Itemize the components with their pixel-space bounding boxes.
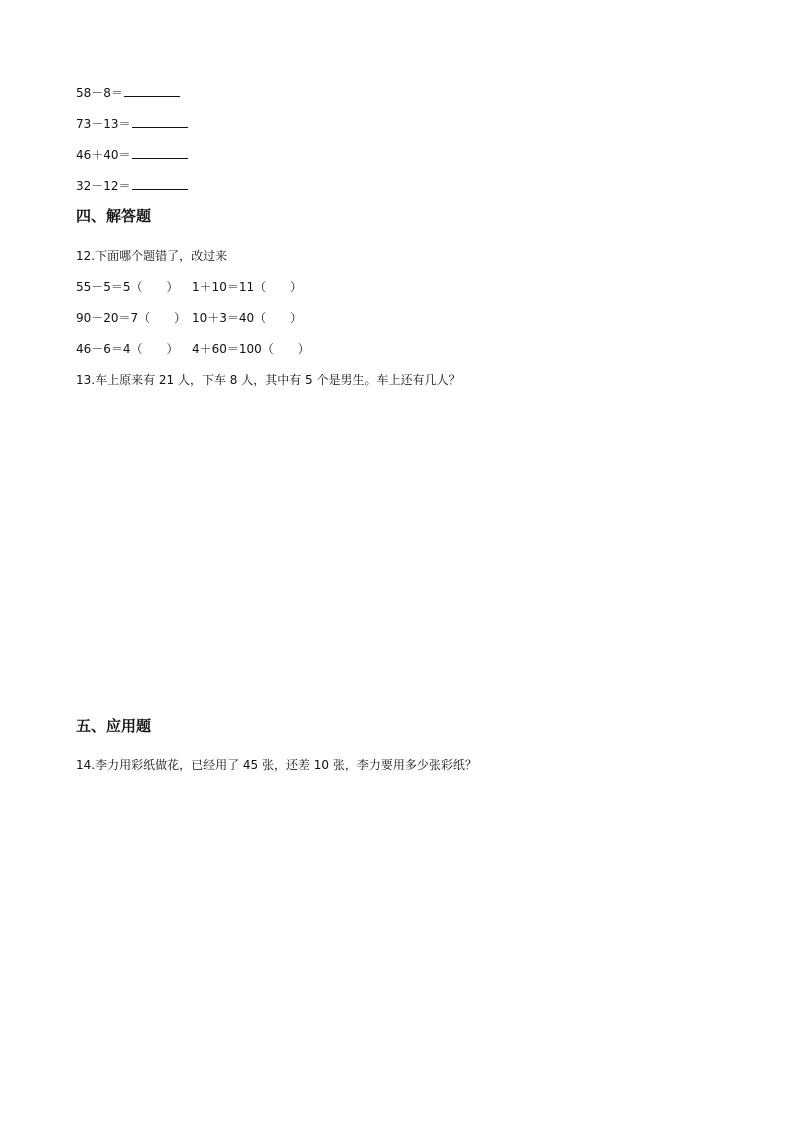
expression: 58－8＝ (76, 86, 123, 100)
question-12-prompt: 12.下面哪个题错了，改过来 (76, 249, 228, 263)
section-heading-4: 四、解答题 (76, 207, 152, 225)
question-13: 13.车上原来有 21 人，下车 8 人，其中有 5 个是男生。车上还有几人？ (76, 373, 461, 387)
answer-blank[interactable] (132, 115, 188, 128)
equation-right: 1＋10＝11（ ） (192, 280, 303, 294)
expression: 73－13＝ (76, 117, 131, 131)
fill-in-item-2 (76, 115, 188, 132)
answer-blank[interactable] (132, 146, 188, 159)
equation-left: 55－5＝5（ ） (76, 280, 179, 294)
equation-left: 90－20＝7（ ） (76, 311, 187, 325)
equation-right: 4＋60＝100（ ） (192, 342, 310, 356)
question-14: 14.李力用彩纸做花，已经用了 45 张，还差 10 张，李力要用多少张彩纸？ (76, 758, 477, 772)
answer-blank[interactable] (124, 84, 180, 97)
section-heading-5: 五、应用题 (76, 717, 152, 735)
question-12-row-3 (76, 341, 310, 357)
equation-right: 10＋3＝40（ ） (192, 311, 303, 325)
question-12-row-1 (76, 279, 302, 295)
equation-left: 46－6＝4（ ） (76, 342, 179, 356)
answer-blank[interactable] (132, 177, 188, 190)
fill-in-item-1 (76, 84, 180, 101)
fill-in-item-3 (76, 146, 188, 163)
question-12-row-2 (76, 310, 302, 326)
fill-in-item-4 (76, 177, 188, 194)
expression: 32－12＝ (76, 179, 131, 193)
expression: 46＋40＝ (76, 148, 131, 162)
